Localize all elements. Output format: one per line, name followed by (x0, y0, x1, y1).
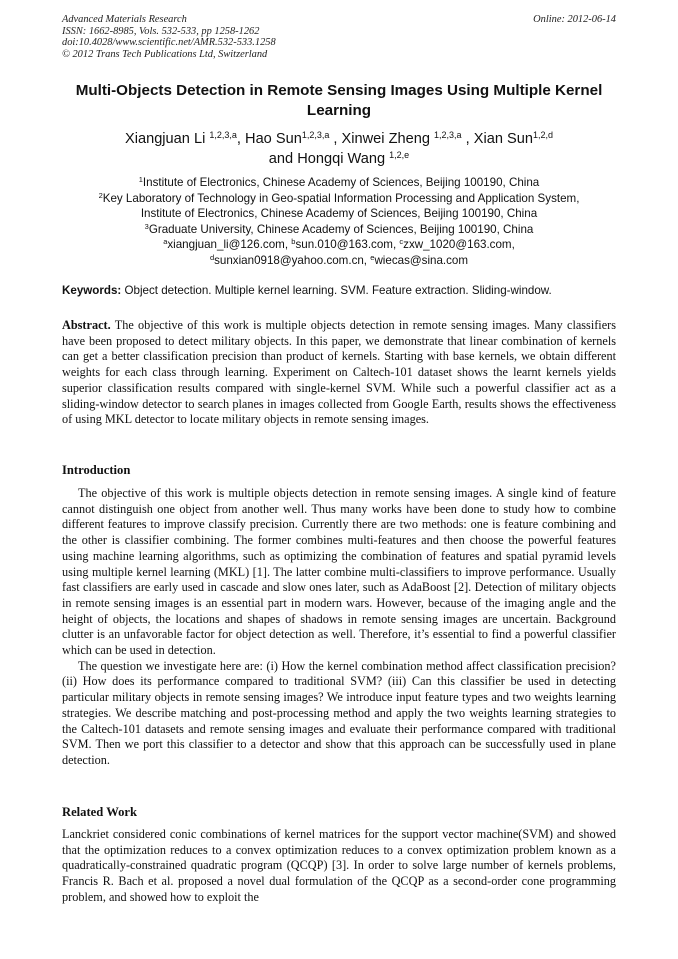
email-d: sunxian0918@yahoo.com.cn, (214, 253, 371, 267)
paper-title: Multi-Objects Detection in Remote Sensing Images Using Multiple Kernel Learning (75, 82, 603, 119)
copyright-line: © 2012 Trans Tech Publications Ltd, Switzerland (62, 48, 268, 60)
affiliation-1: $^1$Institute of Electronics, Chinese Academy of Sciences, Beijing 100190, China (138, 175, 540, 189)
email-line-2: $^d$sunxian0918@yahoo.com.cn, $^e$wiecas@sina.com (209, 252, 469, 267)
introduction-body (62, 486, 616, 769)
author-name: Hao Sun (245, 131, 302, 147)
author-name: Xian Sun (473, 131, 533, 147)
abstract-label: Abstract. (62, 318, 111, 332)
issn-line: ISSN: 1662-8985, Vols. 532-533, pp 1258-1262 (62, 25, 260, 37)
email-line-1: $^a$xiangjuan_li@126.com, $^b$sun.010@163.com, $^c$zxw_1020@163.com, (163, 237, 515, 251)
email-b: sun.010@163.com, (295, 238, 400, 251)
author-name: Hongqi Wang (297, 151, 386, 167)
email-c: zxw_1020@163.com, (403, 238, 515, 251)
email-e: wiecas@sina.com (374, 253, 469, 267)
keywords (62, 283, 616, 298)
abstract-text: The objective of this work is multiple objects detection in remote sensing images. Many classifiers have been proposed to detect military objects. In this paper, we demonstrate that linear combination of kernels can get a better classification precision than product of kernels. Starting with base kernels, we obtain different weights for each class through learning. Experiment on Caltech-101 dataset shows the learnt kernels yields superior classification results compared with single-kernel SVM. While such a powerful classifier act as a sliding-window detector to search planes in images collected from Google Earth, results shows the effectiveness of using MKL detector to locate military objects in remote sensing images. (62, 318, 616, 427)
author-affiliation-sup: 1,2,3,a (209, 130, 237, 140)
email-a: xiangjuan_li@126.com, (167, 238, 292, 251)
doi-line: doi:10.4028/www.scientific.net/AMR.532-533.1258 (62, 37, 276, 49)
introduction-paragraph-1: The objective of this work is multiple objects detection in remote sensing images. A single kind of feature cannot distinguish one object from another well. Thus many works have been done to study how to combine different features to improve classify precision. Currently there are two methods: one is feature combining and the other is classifier combining. The former combines multi-features and then choose the powerful features using machine learning algorithms, such as optimizing the combination of features and spatial pyramid levels using multiple kernel learning (MKL) [1]. The latter combine multi-classifiers to improve performance. Usually fast classifiers are early used in cascade and slow ones later, such as AdaBoost [2]. Detection of military objects in remote sensing images is an essential part in modern wars. However, because of the imaging angle and the height of objects, the locations and shapes of shadows in remote sensing images are uncertain. Background clutter is an unfavorable factor for object detection as well. Therefore, it’s essential to find a powerful classifier which can be used in detection. (62, 486, 616, 658)
section-heading-introduction: Introduction (62, 463, 131, 477)
author-name: Xiangjuan Li (124, 131, 206, 147)
introduction-paragraph-2: The question we investigate here are: (i) How the kernel combination method affect classification precision? (ii) How does its performance compared to traditional SVM? (iii) Can this classifier be used in detecting particular military objects in remote sensing images? We introduce input feature types and two weights learning strategies. We describe matching and post-processing method and apply the two weights learning strategies to the Caltech-101 datasets and remote sensing images and evaluate their performance compared with traditional SVM. Then we port this classifier to a detector and show that this approach can be successfully used in plane detection. (62, 658, 616, 767)
author-name: Xinwei Zheng (341, 131, 430, 147)
author-affiliation-sup: 1,2,3,a (301, 130, 330, 140)
author-list: Xiangjuan Li $^{1,2,3,a}$, Hao Sun$^{1,2,3,a}$ , Xinwei Zheng $^{1,2,3,a}$ , Xian Sun$^{1,2,d}$ and Hongqi Wang $^{1,2,e}$ (124, 130, 553, 167)
keywords-text: Object detection. Multiple kernel learning. SVM. Feature extraction. Sliding-window. (121, 284, 552, 297)
online-date: Online: 2012-06-14 (533, 14, 616, 25)
keywords-label: Keywords: (62, 284, 122, 297)
author-affiliation-sup: 1,2,d (532, 130, 553, 140)
author-affiliation-sup: 1,2,3,a (434, 130, 462, 140)
journal-name: Advanced Materials Research (62, 14, 187, 25)
related-work-body (62, 827, 616, 906)
author-emails (62, 237, 616, 268)
related-work-paragraph-1: Lanckriet considered conic combinations of kernel matrices for the support vector machine(SVM) and showed that the optimization reduces to a convex optimization reduces to a convex optimization problem known as a quadratically-constrained quadratic program (QCQP) [3]. In order to solve large number of kernels problems, Francis R. Bach et al. proposed a novel dual formulation of the QCQP as a second-order cone programming problem, and showed how to exploit the (62, 827, 616, 904)
affiliations (62, 175, 616, 237)
affiliation-3: $^3$Graduate University, Chinese Academy of Sciences, Beijing 100190, China (144, 221, 534, 236)
section-heading-related-work: Related Work (62, 805, 137, 819)
abstract (62, 318, 616, 428)
author-affiliation-sup: 1,2,e (389, 150, 410, 160)
journal-header (62, 14, 616, 60)
affiliation-2: $^2$Key Laboratory of Technology in Geo-spatial Information Processing and Application System, Institute of Electronics, Chinese Academy of Sciences, Beijing 100190, China (98, 190, 580, 220)
